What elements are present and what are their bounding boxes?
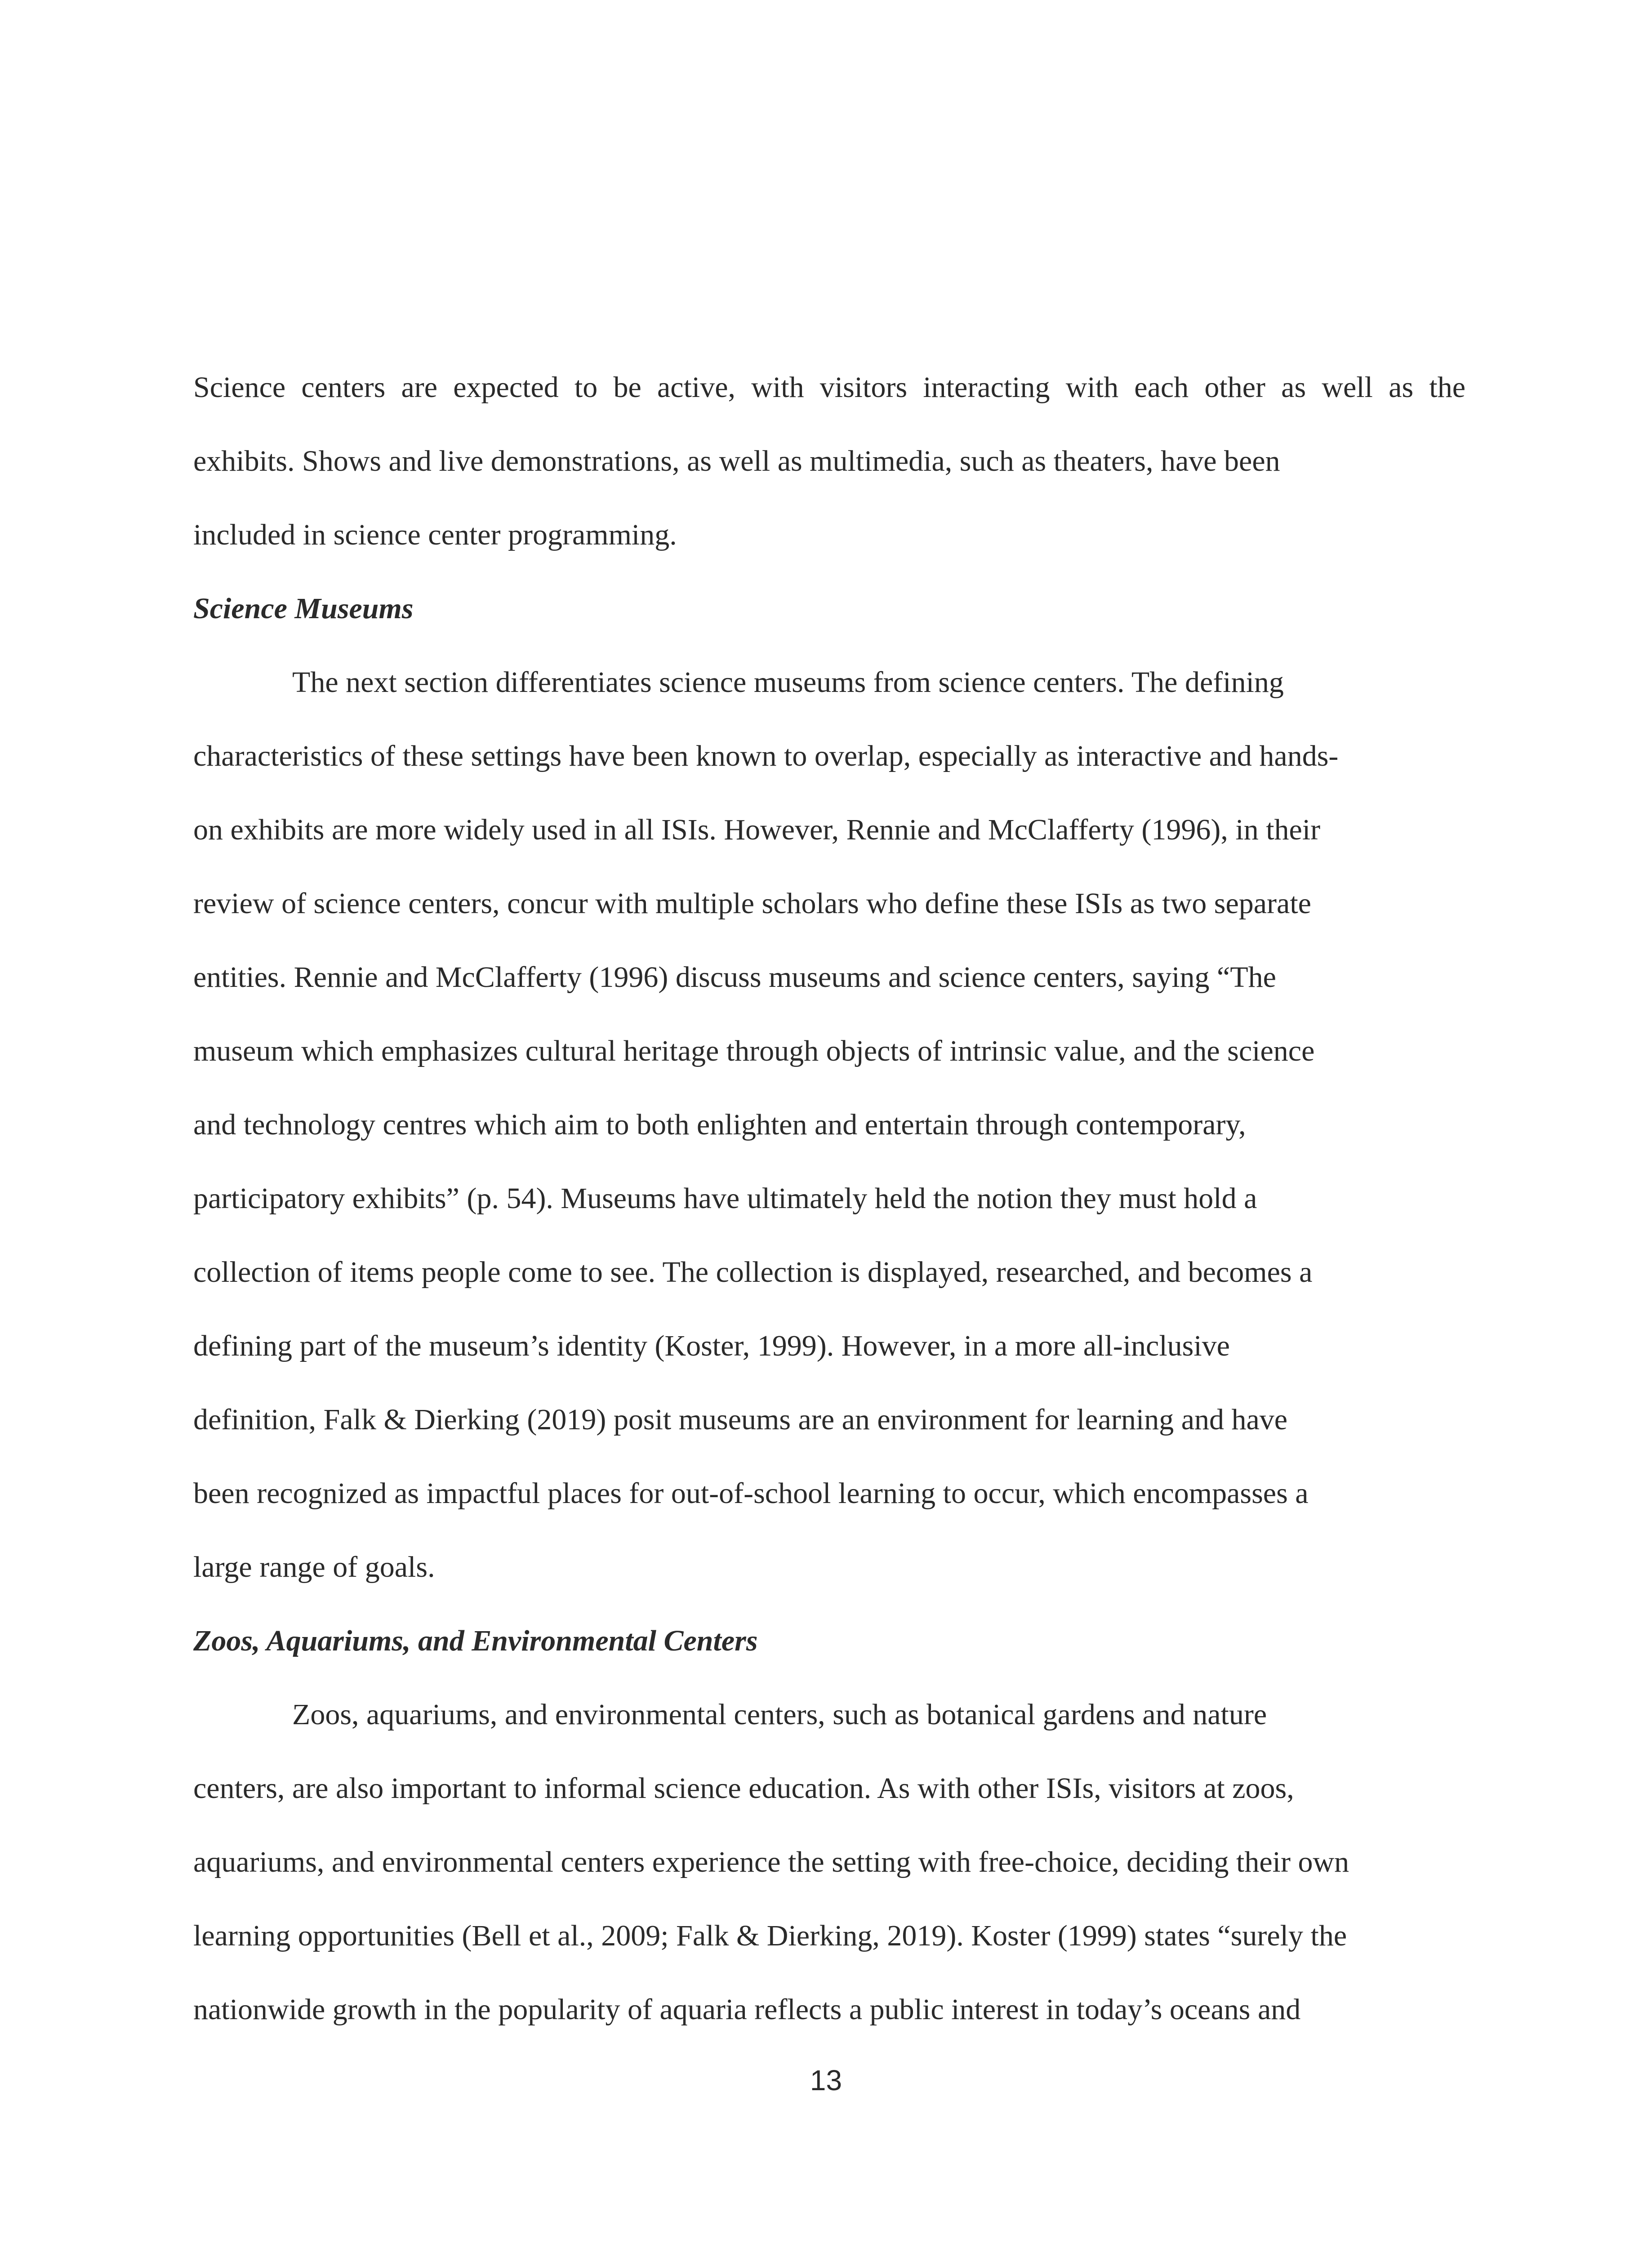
paragraph-line: Science centers are expected to be active, with visitors interacting with each other as well as the <box>193 371 1465 404</box>
paragraph-line: characteristics of these settings have been known to overlap, especially as interactive and hands- <box>193 740 1339 772</box>
paragraph-line: exhibits. Shows and live demonstrations, as well as multimedia, such as theaters, have been <box>193 445 1280 477</box>
paragraph-line: learning opportunities (Bell et al., 2009; Falk & Dierking, 2019). Koster (1999) states “surely the <box>193 1919 1347 1952</box>
paragraph-line: been recognized as impactful places for out-of-school learning to occur, which encompasses a <box>193 1477 1309 1510</box>
paragraph-line: centers, are also important to informal science education. As with other ISIs, visitors at zoos, <box>193 1772 1294 1805</box>
paragraph-line: entities. Rennie and McClafferty (1996) discuss museums and science centers, saying “The <box>193 961 1276 994</box>
section-heading-science-museums: Science Museums <box>193 592 414 625</box>
paragraph-line: museum which emphasizes cultural heritage through objects of intrinsic value, and the science <box>193 1035 1315 1067</box>
paragraph-line: defining part of the museum’s identity (Koster, 1999). However, in a more all-inclusive <box>193 1329 1230 1362</box>
paragraph-line: and technology centres which aim to both enlighten and entertain through contemporary, <box>193 1108 1246 1141</box>
body-text <box>193 351 1465 2047</box>
paragraph-line: aquariums, and environmental centers experience the setting with free-choice, deciding their own <box>193 1846 1349 1878</box>
paragraph-line: Zoos, aquariums, and environmental centers, such as botanical gardens and nature <box>292 1698 1267 1731</box>
paragraph-line: large range of goals. <box>193 1551 435 1583</box>
paragraph-line: definition, Falk & Dierking (2019) posit museums are an environment for learning and have <box>193 1403 1288 1436</box>
paragraph-line: collection of items people come to see. The collection is displayed, researched, and becomes a <box>193 1256 1313 1289</box>
page-number: 13 <box>810 2064 842 2096</box>
paragraph-line: nationwide growth in the popularity of aquaria reflects a public interest in today’s oceans and <box>193 1993 1301 2026</box>
paragraph-line: participatory exhibits” (p. 54). Museums have ultimately held the notion they must hold a <box>193 1182 1257 1215</box>
paragraph-line: review of science centers, concur with multiple scholars who define these ISIs as two separate <box>193 887 1311 920</box>
paragraph-line: The next section differentiates science museums from science centers. The defining <box>292 666 1284 699</box>
paragraph-line: on exhibits are more widely used in all ISIs. However, Rennie and McClafferty (1996), in their <box>193 813 1321 846</box>
section-heading-zoos-aquariums: Zoos, Aquariums, and Environmental Centers <box>193 1624 758 1657</box>
paragraph-line: included in science center programming. <box>193 518 677 551</box>
